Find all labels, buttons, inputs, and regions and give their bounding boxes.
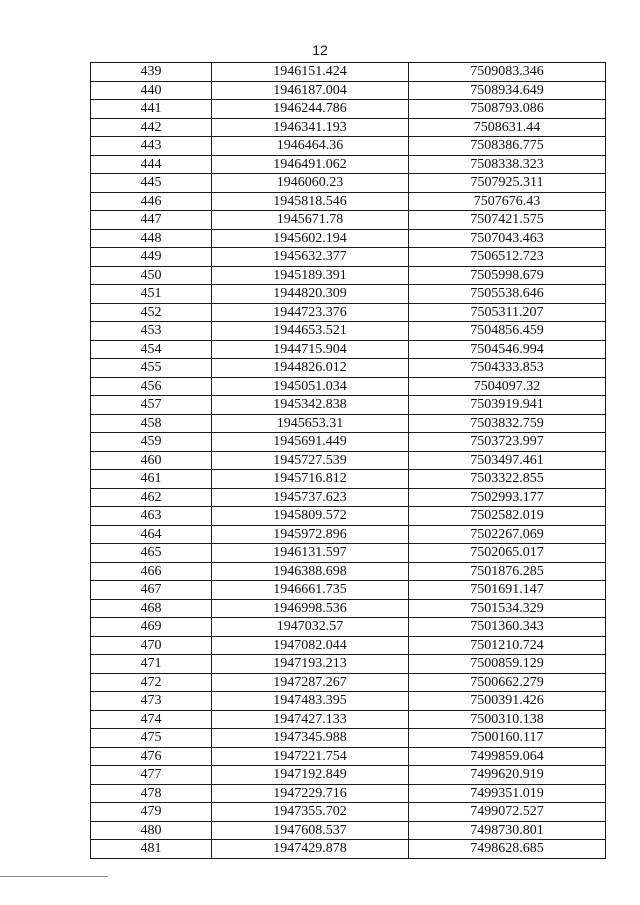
x-coordinate-cell: 1946388.698 (212, 562, 409, 581)
table-row (91, 229, 606, 248)
x-coordinate-cell: 1945737.623 (212, 488, 409, 507)
table-row (91, 507, 606, 526)
y-coordinate-cell: 7504546.994 (409, 340, 606, 359)
point-number-cell: 465 (91, 544, 212, 563)
point-number-cell: 448 (91, 229, 212, 248)
y-coordinate-cell: 7503919.941 (409, 396, 606, 415)
table-row (91, 766, 606, 785)
table-row (91, 285, 606, 304)
point-number-cell: 470 (91, 636, 212, 655)
x-coordinate-cell: 1945632.377 (212, 248, 409, 267)
point-number-cell: 458 (91, 414, 212, 433)
table-row (91, 655, 606, 674)
y-coordinate-cell: 7506512.723 (409, 248, 606, 267)
x-coordinate-cell: 1946060.23 (212, 174, 409, 193)
x-coordinate-cell: 1947355.702 (212, 803, 409, 822)
table-row (91, 544, 606, 563)
point-number-cell: 473 (91, 692, 212, 711)
coordinates-table-body (91, 63, 606, 859)
y-coordinate-cell: 7505311.207 (409, 303, 606, 322)
point-number-cell: 454 (91, 340, 212, 359)
x-coordinate-cell: 1946661.735 (212, 581, 409, 600)
table-row (91, 729, 606, 748)
x-coordinate-cell: 1945342.838 (212, 396, 409, 415)
y-coordinate-cell: 7500391.426 (409, 692, 606, 711)
point-number-cell: 468 (91, 599, 212, 618)
table-row (91, 692, 606, 711)
table-row (91, 137, 606, 156)
x-coordinate-cell: 1947483.395 (212, 692, 409, 711)
y-coordinate-cell: 7508934.649 (409, 81, 606, 100)
table-row (91, 100, 606, 119)
y-coordinate-cell: 7508386.775 (409, 137, 606, 156)
y-coordinate-cell: 7505538.646 (409, 285, 606, 304)
x-coordinate-cell: 1947221.754 (212, 747, 409, 766)
x-coordinate-cell: 1946131.597 (212, 544, 409, 563)
table-row (91, 174, 606, 193)
x-coordinate-cell: 1947608.537 (212, 821, 409, 840)
point-number-cell: 445 (91, 174, 212, 193)
point-number-cell: 442 (91, 118, 212, 137)
point-number-cell: 462 (91, 488, 212, 507)
point-number-cell: 480 (91, 821, 212, 840)
x-coordinate-cell: 1944820.309 (212, 285, 409, 304)
x-coordinate-cell: 1947229.716 (212, 784, 409, 803)
x-coordinate-cell: 1945727.539 (212, 451, 409, 470)
point-number-cell: 463 (91, 507, 212, 526)
point-number-cell: 450 (91, 266, 212, 285)
y-coordinate-cell: 7507925.311 (409, 174, 606, 193)
table-row (91, 821, 606, 840)
y-coordinate-cell: 7502582.019 (409, 507, 606, 526)
y-coordinate-cell: 7504097.32 (409, 377, 606, 396)
table-row (91, 470, 606, 489)
point-number-cell: 457 (91, 396, 212, 415)
table-row (91, 451, 606, 470)
point-number-cell: 476 (91, 747, 212, 766)
table-row (91, 599, 606, 618)
point-number-cell: 467 (91, 581, 212, 600)
point-number-cell: 451 (91, 285, 212, 304)
table-row (91, 63, 606, 82)
x-coordinate-cell: 1946187.004 (212, 81, 409, 100)
table-row (91, 581, 606, 600)
x-coordinate-cell: 1947193.213 (212, 655, 409, 674)
point-number-cell: 455 (91, 359, 212, 378)
table-row (91, 303, 606, 322)
table-row (91, 211, 606, 230)
y-coordinate-cell: 7499620.919 (409, 766, 606, 785)
point-number-cell: 469 (91, 618, 212, 637)
y-coordinate-cell: 7500310.138 (409, 710, 606, 729)
y-coordinate-cell: 7508631.44 (409, 118, 606, 137)
x-coordinate-cell: 1945602.194 (212, 229, 409, 248)
point-number-cell: 460 (91, 451, 212, 470)
point-number-cell: 447 (91, 211, 212, 230)
y-coordinate-cell: 7500859.129 (409, 655, 606, 674)
point-number-cell: 472 (91, 673, 212, 692)
point-number-cell: 443 (91, 137, 212, 156)
table-row (91, 562, 606, 581)
x-coordinate-cell: 1947287.267 (212, 673, 409, 692)
point-number-cell: 481 (91, 840, 212, 859)
y-coordinate-cell: 7503497.461 (409, 451, 606, 470)
page-number: 12 (312, 42, 328, 58)
x-coordinate-cell: 1944715.904 (212, 340, 409, 359)
footnote-separator (0, 876, 108, 877)
y-coordinate-cell: 7501691.147 (409, 581, 606, 600)
y-coordinate-cell: 7500662.279 (409, 673, 606, 692)
y-coordinate-cell: 7498730.801 (409, 821, 606, 840)
y-coordinate-cell: 7499072.527 (409, 803, 606, 822)
point-number-cell: 475 (91, 729, 212, 748)
table-row (91, 710, 606, 729)
y-coordinate-cell: 7504333.853 (409, 359, 606, 378)
y-coordinate-cell: 7501876.285 (409, 562, 606, 581)
x-coordinate-cell: 1944826.012 (212, 359, 409, 378)
y-coordinate-cell: 7504856.459 (409, 322, 606, 341)
x-coordinate-cell: 1947192.849 (212, 766, 409, 785)
point-number-cell: 479 (91, 803, 212, 822)
y-coordinate-cell: 7508338.323 (409, 155, 606, 174)
point-number-cell: 449 (91, 248, 212, 267)
x-coordinate-cell: 1947345.988 (212, 729, 409, 748)
x-coordinate-cell: 1947032.57 (212, 618, 409, 637)
table-row (91, 340, 606, 359)
table-row (91, 636, 606, 655)
y-coordinate-cell: 7500160.117 (409, 729, 606, 748)
table-row (91, 784, 606, 803)
table-row (91, 803, 606, 822)
y-coordinate-cell: 7503832.759 (409, 414, 606, 433)
x-coordinate-cell: 1946491.062 (212, 155, 409, 174)
x-coordinate-cell: 1946341.193 (212, 118, 409, 137)
y-coordinate-cell: 7502065.017 (409, 544, 606, 563)
point-number-cell: 453 (91, 322, 212, 341)
y-coordinate-cell: 7503322.855 (409, 470, 606, 489)
coordinates-table (90, 62, 606, 859)
table-row (91, 377, 606, 396)
point-number-cell: 477 (91, 766, 212, 785)
x-coordinate-cell: 1945671.78 (212, 211, 409, 230)
table-row (91, 673, 606, 692)
y-coordinate-cell: 7499351.019 (409, 784, 606, 803)
y-coordinate-cell: 7509083.346 (409, 63, 606, 82)
table-row (91, 525, 606, 544)
x-coordinate-cell: 1947082.044 (212, 636, 409, 655)
table-row (91, 396, 606, 415)
table-row (91, 192, 606, 211)
point-number-cell: 464 (91, 525, 212, 544)
table-row (91, 433, 606, 452)
y-coordinate-cell: 7507043.463 (409, 229, 606, 248)
x-coordinate-cell: 1945809.572 (212, 507, 409, 526)
point-number-cell: 441 (91, 100, 212, 119)
table-row (91, 840, 606, 859)
y-coordinate-cell: 7502993.177 (409, 488, 606, 507)
table-row (91, 414, 606, 433)
point-number-cell: 439 (91, 63, 212, 82)
point-number-cell: 446 (91, 192, 212, 211)
point-number-cell: 452 (91, 303, 212, 322)
x-coordinate-cell: 1946244.786 (212, 100, 409, 119)
point-number-cell: 459 (91, 433, 212, 452)
x-coordinate-cell: 1945972.896 (212, 525, 409, 544)
point-number-cell: 440 (91, 81, 212, 100)
x-coordinate-cell: 1945653.31 (212, 414, 409, 433)
point-number-cell: 456 (91, 377, 212, 396)
table-row (91, 747, 606, 766)
y-coordinate-cell: 7508793.086 (409, 100, 606, 119)
point-number-cell: 474 (91, 710, 212, 729)
table-row (91, 118, 606, 137)
table-row (91, 488, 606, 507)
table-row (91, 359, 606, 378)
table-row (91, 618, 606, 637)
table-row (91, 266, 606, 285)
point-number-cell: 471 (91, 655, 212, 674)
x-coordinate-cell: 1946998.536 (212, 599, 409, 618)
y-coordinate-cell: 7501210.724 (409, 636, 606, 655)
y-coordinate-cell: 7507421.575 (409, 211, 606, 230)
y-coordinate-cell: 7505998.679 (409, 266, 606, 285)
table-row (91, 81, 606, 100)
y-coordinate-cell: 7501360.343 (409, 618, 606, 637)
x-coordinate-cell: 1945051.034 (212, 377, 409, 396)
table-row (91, 322, 606, 341)
x-coordinate-cell: 1947427.133 (212, 710, 409, 729)
point-number-cell: 444 (91, 155, 212, 174)
x-coordinate-cell: 1945691.449 (212, 433, 409, 452)
y-coordinate-cell: 7507676.43 (409, 192, 606, 211)
x-coordinate-cell: 1945818.546 (212, 192, 409, 211)
table-row (91, 248, 606, 267)
y-coordinate-cell: 7502267.069 (409, 525, 606, 544)
x-coordinate-cell: 1945716.812 (212, 470, 409, 489)
point-number-cell: 466 (91, 562, 212, 581)
x-coordinate-cell: 1944653.521 (212, 322, 409, 341)
y-coordinate-cell: 7503723.997 (409, 433, 606, 452)
x-coordinate-cell: 1945189.391 (212, 266, 409, 285)
y-coordinate-cell: 7501534.329 (409, 599, 606, 618)
x-coordinate-cell: 1946151.424 (212, 63, 409, 82)
x-coordinate-cell: 1946464.36 (212, 137, 409, 156)
x-coordinate-cell: 1947429.878 (212, 840, 409, 859)
y-coordinate-cell: 7498628.685 (409, 840, 606, 859)
point-number-cell: 478 (91, 784, 212, 803)
point-number-cell: 461 (91, 470, 212, 489)
x-coordinate-cell: 1944723.376 (212, 303, 409, 322)
y-coordinate-cell: 7499859.064 (409, 747, 606, 766)
table-row (91, 155, 606, 174)
